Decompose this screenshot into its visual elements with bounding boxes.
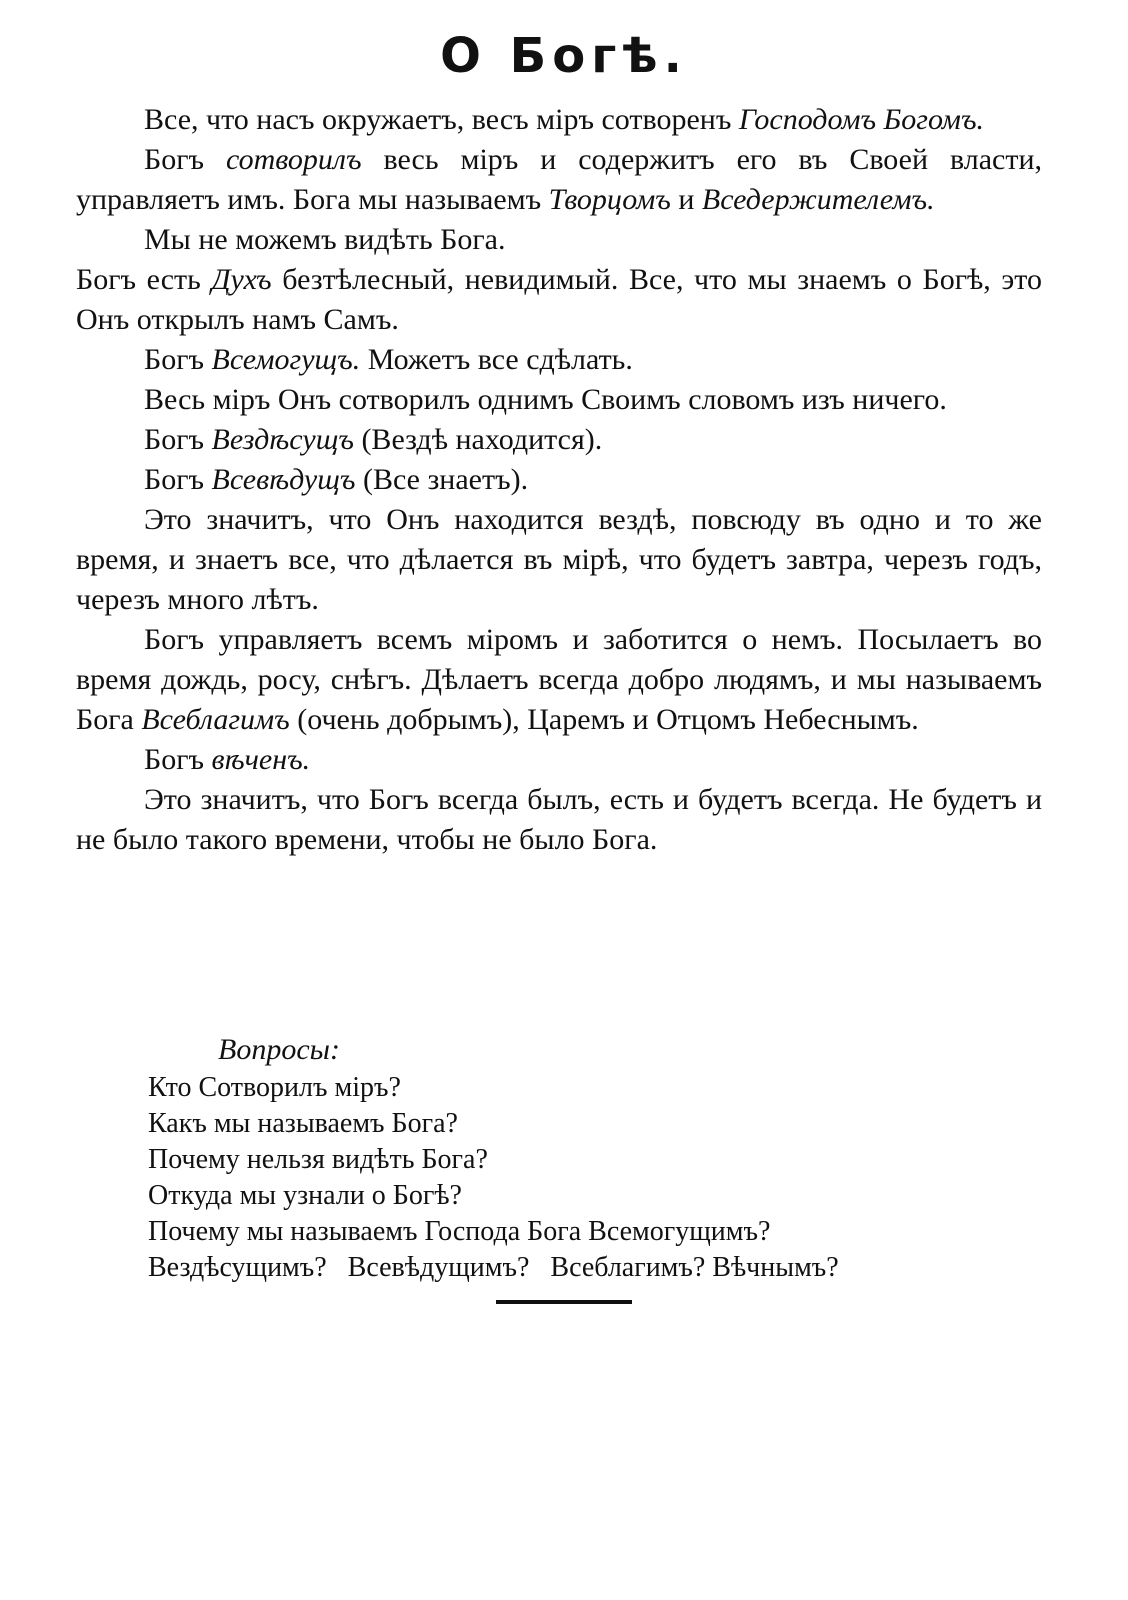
paragraph-text: Мы не можемъ видѣть Бога. — [144, 223, 506, 256]
emphasized-term: Вседержителемъ. — [701, 183, 935, 216]
question-item: Откуда мы узнали о Богѣ? — [148, 1180, 462, 1211]
paragraph — [76, 620, 1042, 740]
page-title: О Богѣ. — [440, 28, 688, 84]
paragraph — [76, 780, 1042, 860]
paragraph-text: (очень добрымъ), Царемъ и Отцомъ Небеснымъ. — [289, 703, 919, 736]
paragraph-text: Богъ — [144, 343, 212, 376]
question-list — [148, 1070, 1048, 1286]
end-rule — [496, 1300, 632, 1304]
paragraph-text: (Вездѣ находится). — [353, 423, 603, 456]
paragraph-text: Богъ — [144, 423, 212, 456]
question-item: Кто Сотворилъ міръ? — [148, 1072, 401, 1103]
emphasized-term: Вездѣсущъ — [211, 423, 354, 456]
paragraph-text: (Все знаетъ). — [355, 463, 529, 496]
question-item: Вездѣсущимъ? Всевѣдущимъ? Всеблагимъ? Вѣчнымъ? — [148, 1252, 839, 1283]
emphasized-term: Духъ — [211, 263, 272, 296]
questions-section — [148, 1032, 1048, 1286]
paragraph-text: Богъ есть — [76, 263, 212, 296]
paragraph-text: Это значитъ, что Онъ находится вездѣ, повсюду въ одно и то же время, и знаетъ все, что дѣлается въ мірѣ, что будетъ завтра, черезъ годъ, черезъ много лѣтъ. — [76, 503, 1042, 616]
paragraph-text: Весь міръ Онъ сотворилъ однимъ Своимъ словомъ изъ ничего. — [144, 383, 947, 416]
question-item: Почему нельзя видѣть Бога? — [148, 1144, 488, 1175]
paragraph-text: и — [670, 183, 702, 216]
emphasized-term: Всемогущъ. — [211, 343, 361, 376]
emphasized-term: Всеблагимъ — [141, 703, 290, 736]
question-item: Почему мы называемъ Господа Бога Всемогущимъ? — [148, 1216, 771, 1247]
emphasized-term: Господомъ Богомъ. — [738, 103, 985, 136]
question-item: Какъ мы называемъ Бога? — [148, 1108, 458, 1139]
paragraph — [76, 460, 1042, 500]
paragraph-text: весь міръ и содержитъ его въ Своей власти, управляетъ имъ. Бога мы называемъ — [76, 143, 1043, 216]
paragraph — [76, 100, 1042, 140]
paragraph-text: Богъ управляетъ всемъ міромъ и заботится о немъ. Посылаетъ во время дождь, росу, снѣгъ. Дѣлаетъ всегда добро людямъ, и мы называемъ Бога — [76, 623, 1042, 736]
paragraph-text: Все, что насъ окружаетъ, весъ міръ сотворенъ — [144, 103, 739, 136]
paragraph — [76, 340, 1042, 380]
emphasized-term: Творцомъ — [548, 183, 671, 216]
main-text — [76, 100, 1042, 860]
paragraph — [76, 260, 1042, 340]
paragraph-text: безтѣлесный, невидимый. Все, что мы знаемъ о Богѣ, это Онъ открылъ намъ Самъ. — [76, 263, 1042, 336]
paragraph-text: Богъ — [144, 463, 212, 496]
paragraph — [76, 740, 1042, 780]
paragraph — [76, 380, 1042, 420]
paragraph — [76, 500, 1042, 620]
emphasized-term: сотворилъ — [226, 143, 362, 176]
paragraph — [76, 220, 1042, 260]
paragraph — [76, 140, 1042, 220]
paragraph-text: Это значитъ, что Богъ всегда былъ, есть и будетъ всегда. Не будетъ и не было такого времени, чтобы не было Бога. — [76, 783, 1042, 856]
paragraph-text: Богъ — [144, 143, 226, 176]
emphasized-term: вѣченъ. — [211, 743, 311, 776]
paragraph-text: Богъ — [144, 743, 212, 776]
questions-heading: Вопросы: — [218, 1033, 340, 1066]
emphasized-term: Всевѣдущъ — [211, 463, 356, 496]
paragraph — [76, 420, 1042, 460]
paragraph-text: Можетъ все сдѣлать. — [360, 343, 633, 376]
